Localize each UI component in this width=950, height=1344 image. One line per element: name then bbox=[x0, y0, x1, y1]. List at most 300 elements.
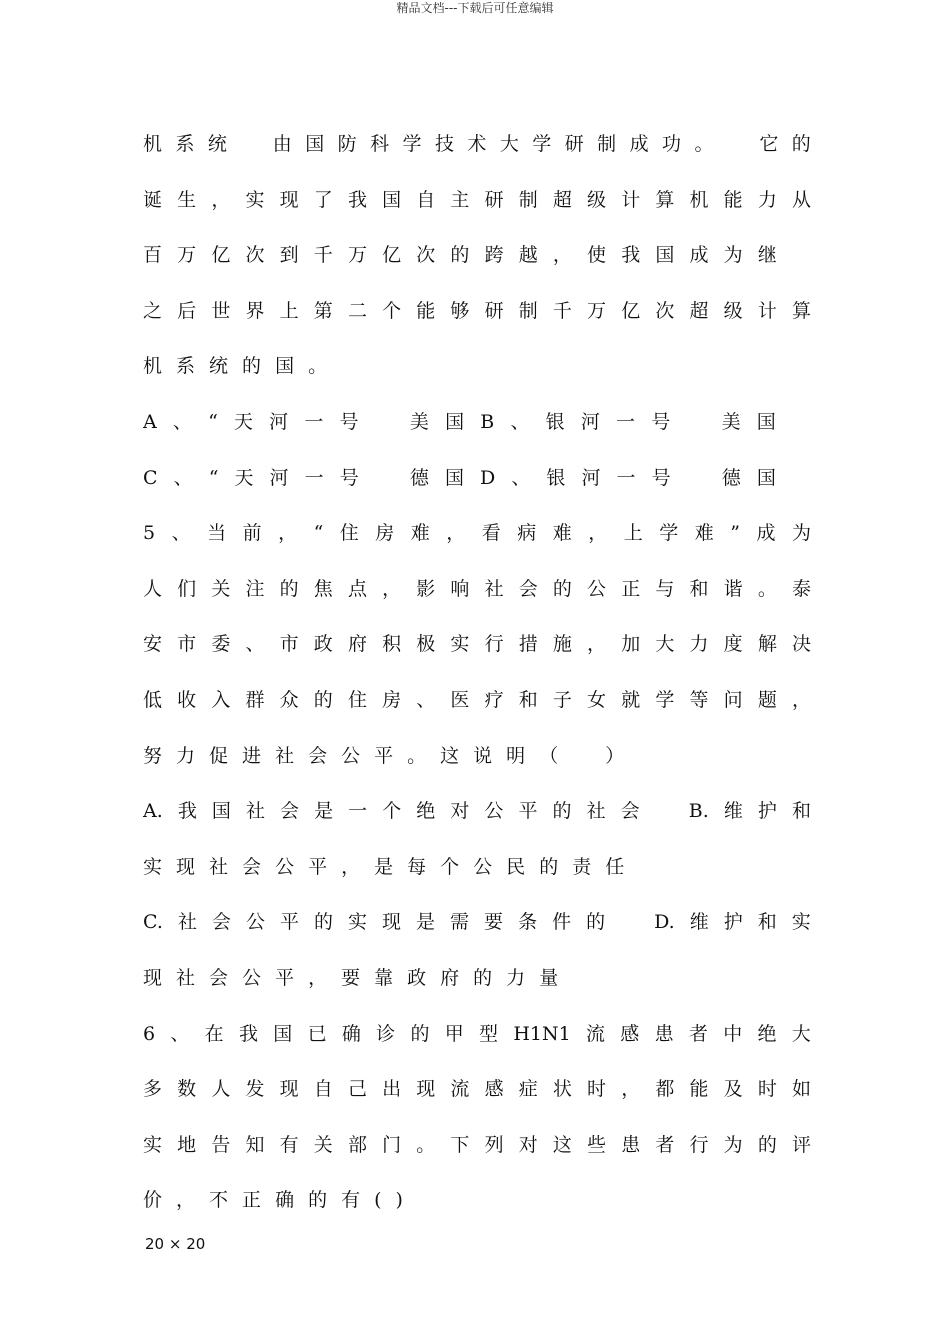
text-line bbox=[143, 784, 811, 840]
text-char: 社 bbox=[586, 800, 606, 823]
text-char: 现 bbox=[416, 1078, 436, 1101]
text-char: 些 bbox=[587, 1133, 607, 1156]
text-line bbox=[143, 1173, 811, 1229]
text-line bbox=[143, 228, 811, 284]
text-char: 它 bbox=[759, 133, 779, 155]
text-char: 的 bbox=[450, 244, 470, 267]
text-char: “ bbox=[208, 466, 219, 489]
text-char: 门 bbox=[382, 1133, 402, 1156]
text-char: 国 bbox=[756, 466, 776, 489]
text-char: ， bbox=[621, 1078, 641, 1101]
text-char: D. bbox=[654, 911, 675, 934]
text-char: ， bbox=[308, 966, 328, 989]
text-char: 主 bbox=[450, 188, 470, 211]
text-line bbox=[143, 339, 811, 395]
text-char: 努 bbox=[143, 744, 163, 767]
text-char: 在 bbox=[204, 1022, 224, 1045]
text-char: 问 bbox=[723, 688, 743, 711]
text-char: 会 bbox=[211, 911, 231, 934]
text-char: 能 bbox=[723, 188, 743, 211]
text-char: 平 bbox=[279, 911, 299, 934]
text-char: ， bbox=[552, 244, 572, 267]
text-char: 、 bbox=[171, 522, 191, 545]
text-char: 、 bbox=[416, 688, 436, 711]
text-char: 和 bbox=[791, 800, 811, 823]
text-char: 维 bbox=[723, 800, 743, 823]
text-char: 行 bbox=[689, 1133, 709, 1156]
text-char: 当 bbox=[207, 522, 227, 545]
text-char: 条 bbox=[518, 911, 538, 934]
text-char: 、 bbox=[173, 466, 193, 489]
text-char: ” bbox=[730, 522, 740, 545]
text-char: 这 bbox=[552, 1133, 572, 1156]
text-char: 者 bbox=[688, 1022, 708, 1045]
text-char: 平 bbox=[308, 855, 328, 878]
text-char: C. bbox=[143, 911, 163, 934]
text-char: 算 bbox=[655, 188, 675, 211]
page-header: 精品文档---下载后可任意编辑 bbox=[396, 1, 554, 15]
text-char: 国 bbox=[211, 800, 231, 823]
text-char: 住 bbox=[339, 522, 359, 545]
text-char: 由 bbox=[272, 133, 292, 155]
text-char: 府 bbox=[440, 966, 460, 989]
text-char: 绝 bbox=[416, 800, 436, 823]
text-char: 亿 bbox=[621, 299, 641, 322]
text-char: 进 bbox=[242, 744, 262, 767]
text-char: 。 bbox=[757, 577, 777, 600]
text-char: 河 bbox=[269, 410, 289, 433]
text-char: 安 bbox=[143, 633, 163, 656]
text-char: 二 bbox=[347, 299, 367, 322]
text-char: 力 bbox=[506, 966, 526, 989]
text-char: 银 bbox=[546, 466, 566, 489]
text-char: 社 bbox=[484, 577, 504, 600]
text-char: 下 bbox=[450, 1133, 470, 1156]
text-char: 国 bbox=[275, 355, 295, 378]
text-char: 住 bbox=[347, 688, 367, 711]
text-char: 等 bbox=[689, 688, 709, 711]
text-char: 有 bbox=[341, 1189, 361, 1212]
text-char: 国 bbox=[756, 410, 776, 433]
text-char: 的 bbox=[552, 800, 572, 823]
text-line bbox=[143, 562, 811, 618]
text-char: 关 bbox=[211, 577, 231, 600]
text-char: 和 bbox=[518, 688, 538, 711]
text-char: 的 bbox=[552, 577, 572, 600]
text-char: 亿 bbox=[211, 244, 231, 267]
text-char: 河 bbox=[269, 466, 289, 489]
text-char: 和 bbox=[689, 577, 709, 600]
text-char: “ bbox=[313, 522, 324, 545]
text-char bbox=[686, 395, 705, 451]
text-char: 术 bbox=[467, 133, 487, 155]
text-char: 如 bbox=[791, 1078, 811, 1101]
text-line bbox=[143, 117, 811, 173]
text-char: 现 bbox=[176, 855, 196, 878]
text-char: 德 bbox=[409, 466, 429, 489]
text-char: 实 bbox=[143, 1133, 163, 1156]
text-char: 美 bbox=[721, 410, 741, 433]
text-char: 流 bbox=[586, 1022, 606, 1045]
text-char: 会 bbox=[280, 800, 300, 823]
text-char: 的 bbox=[473, 966, 493, 989]
text-char: 题 bbox=[757, 688, 777, 711]
text-char: 与 bbox=[655, 577, 675, 600]
text-char: 机 bbox=[689, 188, 709, 211]
text-char: 社 bbox=[245, 800, 265, 823]
text-char: 河 bbox=[580, 410, 600, 433]
text-char: 发 bbox=[245, 1078, 265, 1101]
text-char: 机 bbox=[143, 355, 163, 378]
text-char: 医 bbox=[450, 688, 470, 711]
text-char bbox=[375, 395, 394, 451]
text-char: 型 bbox=[479, 1022, 499, 1045]
text-char: ) bbox=[395, 1189, 403, 1212]
text-char: 现 bbox=[279, 1078, 299, 1101]
text-char: 对 bbox=[450, 800, 470, 823]
text-char: 继 bbox=[757, 244, 777, 267]
text-char: 政 bbox=[313, 633, 333, 656]
text-char: 研 bbox=[484, 299, 504, 322]
text-char: 者 bbox=[655, 1133, 675, 1156]
text-char: 是 bbox=[314, 800, 334, 823]
text-char: 制 bbox=[518, 188, 538, 211]
text-char: 泰 bbox=[791, 577, 811, 600]
text-char: 行 bbox=[484, 633, 504, 656]
text-line bbox=[143, 451, 811, 507]
text-char: 每 bbox=[407, 855, 427, 878]
text-char: 价 bbox=[143, 1189, 163, 1212]
text-char: 平 bbox=[275, 966, 295, 989]
text-char: 施 bbox=[552, 633, 572, 656]
text-char: 责 bbox=[572, 855, 592, 878]
text-char: 第 bbox=[313, 299, 333, 322]
text-char: 入 bbox=[211, 688, 231, 711]
text-char: 诊 bbox=[376, 1022, 396, 1045]
text-char: 大 bbox=[655, 633, 675, 656]
text-char: 收 bbox=[177, 688, 197, 711]
text-char: 6 bbox=[143, 1022, 156, 1045]
text-char: 、 bbox=[172, 410, 192, 433]
text-char: 患 bbox=[621, 1133, 641, 1156]
text-char: 及 bbox=[723, 1078, 743, 1101]
text-char: ， bbox=[446, 522, 466, 545]
text-char: 美 bbox=[409, 410, 429, 433]
text-char: 极 bbox=[416, 633, 436, 656]
text-char: 统 bbox=[209, 355, 229, 378]
text-char: 群 bbox=[245, 688, 265, 711]
text-char: 护 bbox=[723, 911, 743, 934]
text-char: 大 bbox=[499, 133, 519, 155]
text-char: ， bbox=[791, 688, 811, 711]
text-char: 为 bbox=[791, 522, 811, 545]
text-char: 。 bbox=[308, 355, 328, 378]
text-char: 跨 bbox=[484, 244, 504, 267]
text-char: 研 bbox=[484, 188, 504, 211]
text-char: 国 bbox=[382, 188, 402, 211]
text-char: 促 bbox=[209, 744, 229, 767]
text-char: 措 bbox=[518, 633, 538, 656]
text-char: “ bbox=[208, 410, 218, 433]
text-char: 制 bbox=[597, 133, 617, 155]
text-char: 会 bbox=[209, 966, 229, 989]
text-char: 诞 bbox=[143, 188, 163, 211]
text-char: 会 bbox=[308, 744, 328, 767]
text-char: 越 bbox=[518, 244, 538, 267]
text-char: 甲 bbox=[444, 1022, 464, 1045]
text-char: 前 bbox=[242, 522, 262, 545]
text-char: 们 bbox=[177, 577, 197, 600]
text-char: A bbox=[143, 410, 157, 433]
text-char: 明 bbox=[506, 744, 526, 767]
text-line bbox=[143, 1118, 811, 1174]
text-char: 流 bbox=[450, 1078, 470, 1101]
text-char: 积 bbox=[382, 633, 402, 656]
text-char: 女 bbox=[587, 688, 607, 711]
text-char: 告 bbox=[211, 1133, 231, 1156]
text-line bbox=[143, 951, 811, 1007]
text-line bbox=[143, 284, 811, 340]
text-char: 功 bbox=[662, 133, 682, 155]
text-char: 任 bbox=[605, 855, 625, 878]
text-char: 天 bbox=[233, 410, 253, 433]
text-char: 难 bbox=[552, 522, 572, 545]
text-char: 公 bbox=[341, 744, 361, 767]
text-char: 个 bbox=[382, 299, 402, 322]
text-char: 市 bbox=[177, 633, 197, 656]
text-char: 的 bbox=[313, 688, 333, 711]
text-char: 德 bbox=[721, 466, 741, 489]
text-char: 人 bbox=[143, 577, 163, 600]
text-char: 时 bbox=[587, 1078, 607, 1101]
text-char: 号 bbox=[651, 410, 671, 433]
text-char: 有 bbox=[279, 1133, 299, 1156]
text-char: 都 bbox=[655, 1078, 675, 1101]
text-char: 公 bbox=[473, 855, 493, 878]
text-char: 学 bbox=[659, 522, 679, 545]
text-char: 实 bbox=[143, 855, 163, 878]
text-char bbox=[687, 451, 706, 507]
text-char: 影 bbox=[416, 577, 436, 600]
text-char: 实 bbox=[791, 911, 811, 934]
text-char: 的 bbox=[279, 577, 299, 600]
text-char: 超 bbox=[689, 299, 709, 322]
text-char: 点 bbox=[347, 577, 367, 600]
text-char: 会 bbox=[518, 577, 538, 600]
text-line bbox=[143, 840, 811, 896]
text-char: 的 bbox=[791, 133, 811, 155]
text-char: 低 bbox=[143, 688, 163, 711]
text-char: 社 bbox=[209, 855, 229, 878]
text-char: 的 bbox=[410, 1022, 430, 1045]
text-char: 决 bbox=[791, 633, 811, 656]
text-char: 量 bbox=[539, 966, 559, 989]
text-char: 公 bbox=[587, 577, 607, 600]
text-char: 计 bbox=[757, 299, 777, 322]
text-line bbox=[143, 1007, 811, 1063]
text-char: 人 bbox=[211, 1078, 231, 1101]
text-char: 关 bbox=[313, 1133, 333, 1156]
text-char: 次 bbox=[655, 299, 675, 322]
text-char: B. bbox=[688, 800, 709, 823]
text-char: 国 bbox=[444, 466, 464, 489]
text-char: 正 bbox=[242, 1189, 262, 1212]
text-char: 超 bbox=[552, 188, 572, 211]
text-char: 对 bbox=[518, 1133, 538, 1156]
text-char: 维 bbox=[689, 911, 709, 934]
text-char: ( bbox=[374, 1189, 382, 1212]
text-char: 级 bbox=[587, 188, 607, 211]
text-char: 感 bbox=[620, 1022, 640, 1045]
text-char bbox=[375, 451, 394, 507]
text-char: C bbox=[143, 466, 158, 489]
text-char: 我 bbox=[347, 188, 367, 211]
text-char: 统 bbox=[207, 133, 227, 155]
text-char: 子 bbox=[552, 688, 572, 711]
text-char: 银 bbox=[545, 410, 565, 433]
text-char: 界 bbox=[245, 299, 265, 322]
text-char: 学 bbox=[402, 133, 422, 155]
text-char: 公 bbox=[245, 911, 265, 934]
text-char: ） bbox=[605, 744, 625, 767]
text-line bbox=[143, 673, 811, 729]
text-char: 个 bbox=[382, 800, 402, 823]
text-char: 注 bbox=[245, 577, 265, 600]
text-char bbox=[240, 117, 259, 173]
text-char: 学 bbox=[655, 688, 675, 711]
text-char: 、 bbox=[511, 466, 531, 489]
text-char: 市 bbox=[279, 633, 299, 656]
text-char: 府 bbox=[347, 633, 367, 656]
text-char: 千 bbox=[313, 244, 333, 267]
text-char: 公 bbox=[275, 855, 295, 878]
text-char: 出 bbox=[382, 1078, 402, 1101]
text-char: 实 bbox=[450, 633, 470, 656]
text-char: 机 bbox=[143, 133, 163, 155]
text-char: 世 bbox=[211, 299, 231, 322]
text-char: 科 bbox=[370, 133, 390, 155]
text-char: 平 bbox=[374, 744, 394, 767]
text-char: ， bbox=[176, 1189, 196, 1212]
text-char: 上 bbox=[279, 299, 299, 322]
text-char: 社 bbox=[275, 744, 295, 767]
text-char: 现 bbox=[382, 911, 402, 934]
text-char bbox=[572, 729, 591, 785]
text-char: （ bbox=[539, 744, 559, 767]
text-char: ， bbox=[211, 188, 231, 211]
text-char: 时 bbox=[757, 1078, 777, 1101]
text-char: 自 bbox=[416, 188, 436, 211]
text-char: 之 bbox=[143, 299, 163, 322]
text-char: ， bbox=[341, 855, 361, 878]
text-char: 的 bbox=[242, 355, 262, 378]
text-char: 成 bbox=[689, 244, 709, 267]
text-char: 响 bbox=[450, 577, 470, 600]
text-char: B bbox=[480, 410, 495, 433]
text-char: 能 bbox=[416, 299, 436, 322]
text-char: 万 bbox=[587, 299, 607, 322]
text-char: 制 bbox=[518, 299, 538, 322]
text-char: 要 bbox=[341, 966, 361, 989]
text-char bbox=[792, 228, 811, 284]
text-char: 万 bbox=[347, 244, 367, 267]
text-char: 患 bbox=[654, 1022, 674, 1045]
text-char: 一 bbox=[304, 410, 324, 433]
text-line bbox=[143, 895, 811, 951]
text-char: 现 bbox=[279, 188, 299, 211]
text-char: A. bbox=[143, 800, 163, 823]
text-char: ， bbox=[587, 633, 607, 656]
text-char bbox=[655, 784, 674, 840]
text-char: 多 bbox=[143, 1078, 163, 1101]
text-char: ， bbox=[382, 577, 402, 600]
text-line bbox=[143, 173, 811, 229]
text-char: 就 bbox=[621, 688, 641, 711]
text-char: 和 bbox=[757, 911, 777, 934]
text-char: 我 bbox=[238, 1022, 258, 1045]
text-char: 号 bbox=[339, 410, 359, 433]
text-char: 部 bbox=[347, 1133, 367, 1156]
text-char: 中 bbox=[723, 1022, 743, 1045]
text-char: 。 bbox=[694, 133, 714, 155]
text-char: 是 bbox=[416, 911, 436, 934]
text-char: 数 bbox=[177, 1078, 197, 1101]
text-char: 评 bbox=[791, 1133, 811, 1156]
text-char: 会 bbox=[242, 855, 262, 878]
text-char: 解 bbox=[757, 633, 777, 656]
text-char: 自 bbox=[313, 1078, 333, 1101]
text-char: 公 bbox=[484, 800, 504, 823]
text-char: 千 bbox=[552, 299, 572, 322]
text-char: 技 bbox=[434, 133, 454, 155]
document-body bbox=[143, 117, 811, 1229]
text-char: 我 bbox=[177, 800, 197, 823]
text-char: 列 bbox=[484, 1133, 504, 1156]
text-char: 是 bbox=[374, 855, 394, 878]
text-char: 河 bbox=[581, 466, 601, 489]
text-char: 件 bbox=[552, 911, 572, 934]
text-char: 万 bbox=[177, 244, 197, 267]
text-char: H1N1 bbox=[513, 1022, 571, 1045]
text-char: 民 bbox=[506, 855, 526, 878]
text-char: 社 bbox=[177, 911, 197, 934]
text-char: 现 bbox=[143, 966, 163, 989]
text-char: 够 bbox=[450, 299, 470, 322]
text-char: 绝 bbox=[757, 1022, 777, 1045]
text-char: 要 bbox=[484, 911, 504, 934]
text-char: 我 bbox=[621, 244, 641, 267]
text-char: 计 bbox=[621, 188, 641, 211]
text-char: 看 bbox=[481, 522, 501, 545]
text-char: 实 bbox=[245, 188, 265, 211]
text-char: 、 bbox=[245, 633, 265, 656]
text-char: 房 bbox=[382, 688, 402, 711]
text-char: 从 bbox=[791, 188, 811, 211]
text-char: 。 bbox=[416, 1133, 436, 1156]
text-char: 生 bbox=[177, 188, 197, 211]
text-char: 力 bbox=[757, 188, 777, 211]
text-char: 需 bbox=[450, 911, 470, 934]
text-char: 防 bbox=[337, 133, 357, 155]
text-char bbox=[727, 117, 746, 173]
text-char: 焦 bbox=[313, 577, 333, 600]
text-char: 一 bbox=[304, 466, 324, 489]
text-char: 次 bbox=[245, 244, 265, 267]
text-char: D bbox=[480, 466, 496, 489]
text-char: 。 bbox=[407, 744, 427, 767]
text-char: 个 bbox=[440, 855, 460, 878]
text-char: 的 bbox=[308, 1189, 328, 1212]
